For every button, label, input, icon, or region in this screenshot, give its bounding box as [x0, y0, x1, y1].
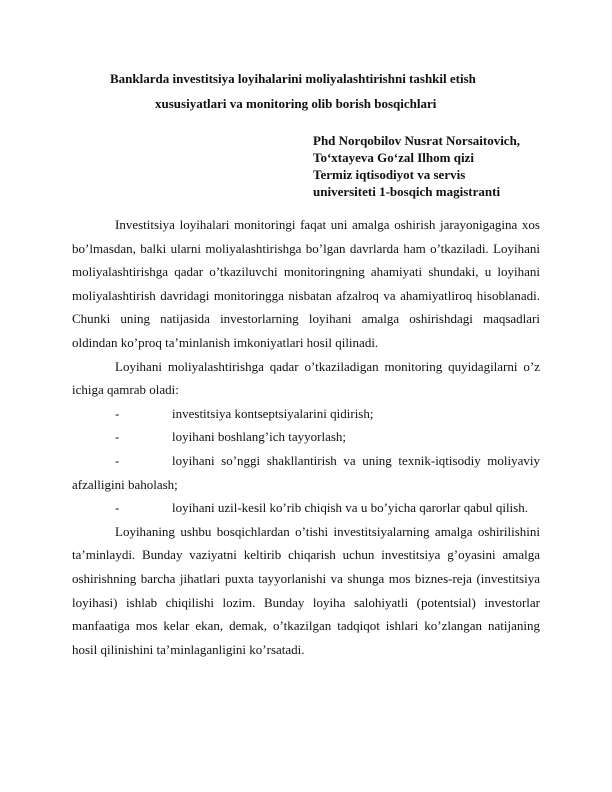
list-item-text: loyihani boshlang’ich tayyorlash;: [172, 429, 347, 445]
author-line: Phd Norqobilov Nusrat Norsaitovich,: [313, 133, 521, 148]
document-title-line-1: Banklarda investitsiya loyihalarini moliyalashtirishni tashkil etish: [110, 71, 476, 86]
author-affiliation-line: Termiz iqtisodiyot va servis: [313, 167, 466, 182]
paragraph-3: Loyihaning ushbu bosqichlardan o’tishi investitsiyalarning amalga oshirilishini ta’minlaydi. Bunday vaziyatni keltirib chiqarish uchun investitsiya g’oyasini amalga oshirishning barcha jihatlari puxta tayyorlanishi va shunga mos biznes-reja (investitsiya loyihasi) ishlab chiqilishi lozim. Bunday loyiha salohiyatli (potentsial) investorlar manfaatiga mos kelar ekan, demak, o’tkazilgan tadqiqot ishlari ko’zlangan natijaning hosil qilinishini ta’minlaganligini ko’rsatadi.: [72, 523, 540, 657]
author-line: To‘xtayeva Go‘zal Ilhom qizi: [313, 150, 474, 165]
list-item-text: loyihani so’nggi shakllantirish va uning texnik-iqtisodiy moliyaviy afzalligini baholash;: [72, 452, 540, 492]
list-item-text: loyihani uzil-kesil ko’rib chiqish va u bo’yicha qarorlar qabul qilish.: [172, 500, 528, 516]
list-item: [72, 449, 540, 496]
author-block: [313, 132, 520, 200]
author-affiliation-line: universiteti 1-bosqich magistranti: [313, 184, 501, 199]
list-dash: -: [115, 452, 120, 468]
document-title-line-2: xususiyatlari va monitoring olib borish bosqichlari: [155, 96, 437, 111]
list-item: [72, 496, 540, 520]
list-dash: -: [115, 500, 120, 516]
document-body: [72, 213, 540, 661]
list-dash: -: [115, 405, 120, 421]
list-item: [72, 402, 540, 426]
paragraph-2: Loyihani moliyalashtirishga qadar o’tkaziladigan monitoring quyidagilarni o’z ichiga qamrab oladi:: [72, 358, 540, 398]
list-item: [72, 425, 540, 449]
list-dash: -: [115, 429, 120, 445]
paragraph-1: Investitsiya loyihalari monitoringi faqat uni amalga oshirish jarayonigagina xos bo’lmasdan, balki ularni moliyalashtirishga bo’lgan davrlarda ham o’tkaziladi. Loyihani moliyalashtirishga qadar o’tkaziluvchi monitoringning ahamiyati shundaki, u loyihani moliyalashtirish davridagi monitoringga nisbatan afzalroq va ahamiyatliroq hisoblanadi. Chunki uning natijasida investorlarning loyihani amalga oshirishdagi maqsadlari oldindan ko’proq ta’minlanish imkoniyatlari hosil qilinadi.: [72, 217, 540, 350]
list-item-text: investitsiya kontseptsiyalarini qidirish;: [172, 405, 374, 421]
